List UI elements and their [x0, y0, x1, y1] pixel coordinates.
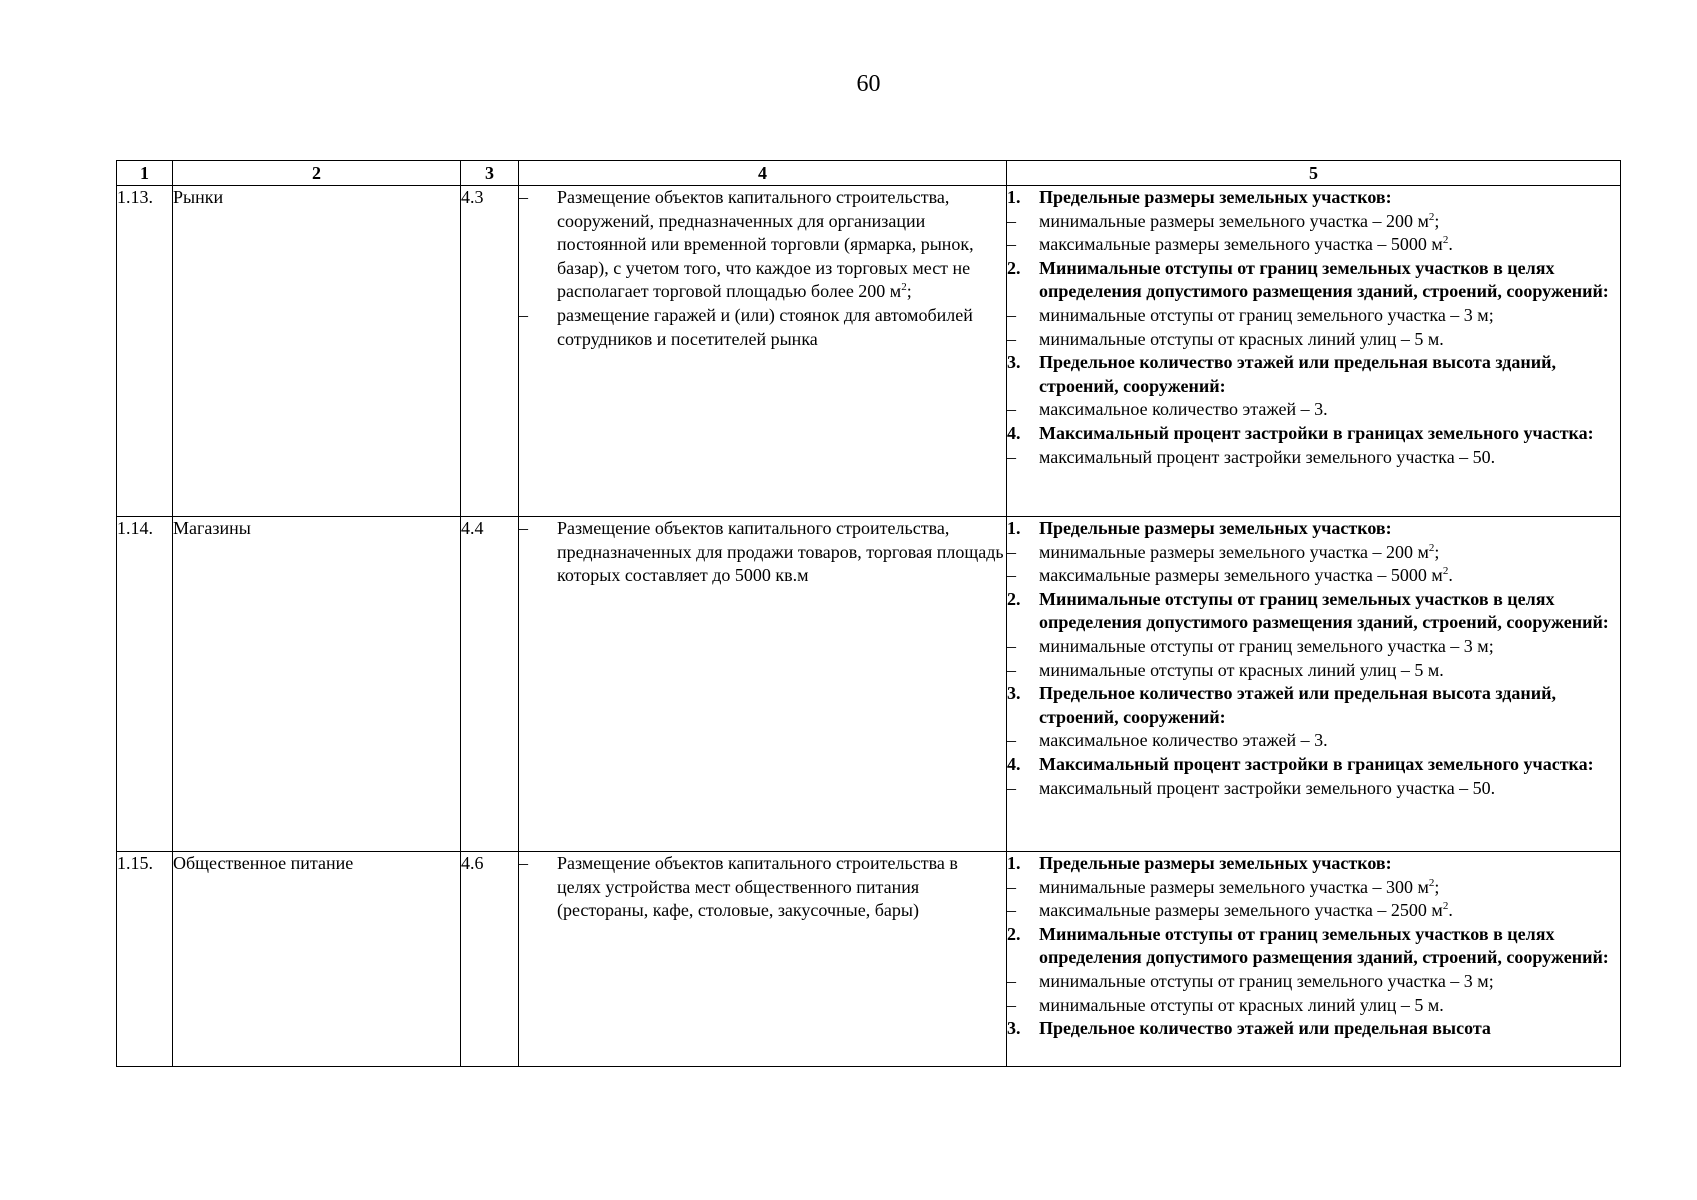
table-row	[117, 517, 1621, 852]
use-description	[519, 186, 1007, 517]
param-heading: 3. Предельное количество этажей или предельная высота зданий, строений, сооружений:	[1007, 683, 1557, 727]
header-col-2: 2	[173, 161, 461, 186]
param-heading: 1. Предельные размеры земельных участков:	[1007, 518, 1392, 538]
param-item: – максимальный процент застройки земельного участка – 50.	[1007, 446, 1496, 467]
param-item: – максимальные размеры земельного участка – 5000 $м^2$.	[1007, 234, 1453, 255]
dash-bullet: –	[519, 853, 528, 873]
use-description	[519, 517, 1007, 852]
use-description	[519, 852, 1007, 1067]
table-row	[117, 186, 1621, 517]
land-use-table	[116, 160, 1621, 1067]
param-item: – минимальные отступы от границ земельного участка – 3 м;	[1007, 304, 1494, 325]
use-type-name: Магазины	[173, 517, 461, 852]
dash-bullet: –	[519, 187, 528, 207]
dash-bullet: –	[519, 304, 528, 325]
parameters	[1007, 186, 1621, 517]
use-type-name: Рынки	[173, 186, 461, 517]
param-item: – минимальные размеры земельного участка – 200 $м^2$;	[1007, 541, 1440, 562]
header-col-5: 5	[1007, 161, 1621, 186]
param-heading: 4. Максимальный процент застройки в границах земельного участка:	[1007, 422, 1594, 443]
row-number: 1.15.	[117, 852, 173, 1067]
param-heading: 1. Предельные размеры земельных участков:	[1007, 187, 1392, 207]
param-item: – минимальные отступы от границ земельного участка – 3 м;	[1007, 635, 1494, 656]
header-col-3: 3	[461, 161, 519, 186]
param-item: – минимальные размеры земельного участка – 200 $м^2$;	[1007, 210, 1440, 231]
row-number: 1.13.	[117, 186, 173, 517]
param-heading: 4. Максимальный процент застройки в границах земельного участка:	[1007, 753, 1594, 774]
description-item: – Размещение объектов капитального строительства, сооружений, предназначенных для организации постоянной или временной торговли (ярмарка, рынок, базар), с учетом того, что каждое из торговых мест не располагает торговой площадью более 200 $м^2$;	[519, 186, 1006, 304]
row-number: 1.14.	[117, 517, 173, 852]
param-heading: 3. Предельное количество этажей или предельная высота зданий, строений, сооружений:	[1007, 352, 1557, 396]
table-row	[117, 852, 1621, 1067]
param-item: – минимальные отступы от красных линий улиц – 5 м.	[1007, 994, 1444, 1015]
use-type-name: Общественное питание	[173, 852, 461, 1067]
description-item: – Размещение объектов капитального строительства в целях устройства мест общественного питания (рестораны, кафе, столовые, закусочные, бары)	[519, 852, 1006, 923]
param-heading: 3. Предельное количество этажей или предельная высота	[1007, 1018, 1491, 1039]
param-item: – максимальные размеры земельного участка – 2500 $м^2$.	[1007, 900, 1453, 921]
param-heading: 2. Минимальные отступы от границ земельных участков в целях определения допустимого размещения зданий, строений, сооружений:	[1007, 257, 1609, 302]
param-item: – максимальные размеры земельного участка – 5000 $м^2$.	[1007, 565, 1453, 586]
param-heading: 1. Предельные размеры земельных участков:	[1007, 853, 1392, 873]
description-item: – Размещение объектов капитального строительства, предназначенных для продажи товаров, торговая площадь которых составляет до 5000 кв.м	[519, 517, 1006, 588]
param-item: – максимальное количество этажей – 3.	[1007, 399, 1328, 420]
parameters	[1007, 517, 1621, 852]
use-type-code: 4.3	[461, 186, 519, 517]
param-item: – минимальные размеры земельного участка – 300 $м^2$;	[1007, 876, 1440, 897]
param-heading: 2. Минимальные отступы от границ земельных участков в целях определения допустимого размещения зданий, строений, сооружений:	[1007, 923, 1609, 968]
header-col-4: 4	[519, 161, 1007, 186]
param-item: – минимальные отступы от красных линий улиц – 5 м.	[1007, 328, 1444, 349]
use-type-code: 4.6	[461, 852, 519, 1067]
parameters	[1007, 852, 1621, 1067]
use-type-code: 4.4	[461, 517, 519, 852]
description-item: – размещение гаражей и (или) стоянок для автомобилей сотрудников и посетителей рынка	[519, 304, 1006, 351]
header-col-1: 1	[117, 161, 173, 186]
param-item: – максимальный процент застройки земельного участка – 50.	[1007, 777, 1496, 798]
header-row	[117, 161, 1621, 186]
param-heading: 2. Минимальные отступы от границ земельных участков в целях определения допустимого размещения зданий, строений, сооружений:	[1007, 588, 1609, 633]
param-item: – минимальные отступы от границ земельного участка – 3 м;	[1007, 970, 1494, 991]
page-number: 60	[856, 71, 881, 97]
param-item: – минимальные отступы от красных линий улиц – 5 м.	[1007, 659, 1444, 680]
param-item: – максимальное количество этажей – 3.	[1007, 730, 1328, 751]
dash-bullet: –	[519, 518, 528, 538]
